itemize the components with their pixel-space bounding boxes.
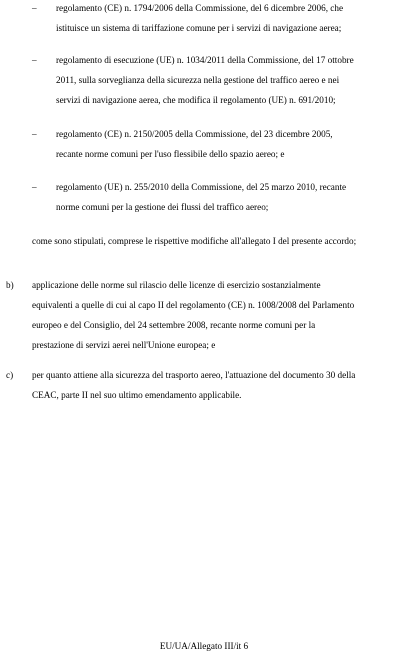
text-line: prestazione di servizi aerei nell'Unione europea; e bbox=[32, 340, 216, 350]
list-item-text bbox=[56, 124, 404, 164]
text-line: recante norme comuni per l'uso flessibile dello spazio aereo; e bbox=[56, 149, 285, 159]
text-line: equivalenti a quelle di cui al capo II del regolamento (CE) n. 1008/2008 del Parlamento bbox=[32, 300, 355, 310]
text-line: regolamento (CE) n. 2150/2005 della Commissione, del 23 dicembre 2005, bbox=[56, 129, 333, 139]
dash-marker: – bbox=[32, 3, 37, 13]
letter-marker: c) bbox=[6, 370, 14, 380]
text-line: istituisce un sistema di tariffazione comune per i servizi di navigazione aerea; bbox=[56, 23, 342, 33]
lettered-item-text bbox=[32, 275, 406, 355]
dash-marker: – bbox=[32, 129, 37, 139]
dash-marker: – bbox=[32, 182, 37, 192]
list-item-text bbox=[56, 50, 404, 110]
page-footer: EU/UA/Allegato III/it 6 bbox=[159, 641, 249, 651]
text-line: applicazione delle norme sul rilascio delle licenze di esercizio sostanzialmente bbox=[32, 280, 321, 290]
text-line: regolamento di esecuzione (UE) n. 1034/2011 della Commissione, del 17 ottobre bbox=[56, 55, 354, 65]
text-line: 2011, sulla sorveglianza della sicurezza nella gestione del traffico aereo e nei bbox=[56, 75, 340, 85]
closing-paragraph: come sono stipulati, comprese le rispettive modifiche all'allegato I del presente accordo; bbox=[32, 236, 357, 246]
text-line: regolamento (UE) n. 255/2010 della Commissione, del 25 marzo 2010, recante bbox=[56, 182, 347, 192]
text-line: servizi di navigazione aerea, che modifica il regolamento (UE) n. 691/2010; bbox=[56, 95, 336, 105]
text-line: CEAC, parte II nel suo ultimo emendamento applicabile. bbox=[32, 390, 242, 400]
text-line: regolamento (CE) n. 1794/2006 della Commissione, del 6 dicembre 2006, che bbox=[56, 3, 344, 13]
text-line: europeo e del Consiglio, del 24 settembre 2008, recante norme comuni per la bbox=[32, 320, 316, 330]
letter-marker: b) bbox=[6, 280, 14, 290]
text-line: per quanto attiene alla sicurezza del trasporto aereo, l'attuazione del documento 30 della bbox=[32, 370, 356, 380]
lettered-item-text bbox=[32, 365, 406, 405]
dash-marker: – bbox=[32, 55, 37, 65]
list-item-text bbox=[56, 177, 404, 217]
text-line: norme comuni per la gestione dei flussi del traffico aereo; bbox=[56, 202, 269, 212]
list-item-text bbox=[56, 0, 404, 38]
